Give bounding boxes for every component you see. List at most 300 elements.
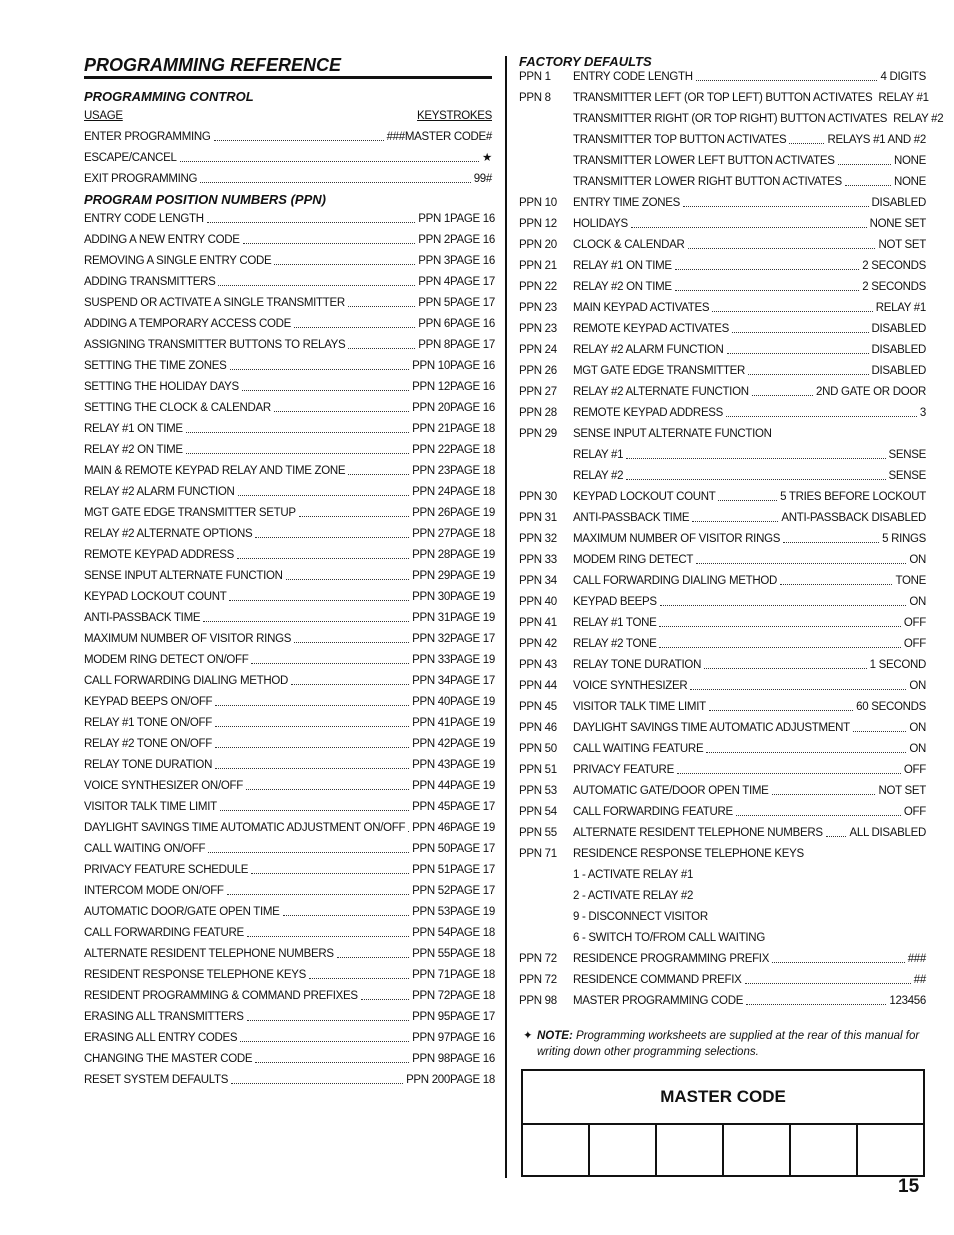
ppn-usage: MAIN & REMOTE KEYPAD RELAY AND TIME ZONE — [84, 465, 346, 477]
leader-dots — [748, 373, 868, 375]
factory-defaults-list — [519, 63, 944, 1008]
leader-dots — [337, 956, 409, 958]
ppn-usage: RELAY #2 ALTERNATE OPTIONS — [84, 528, 253, 540]
leader-dots — [203, 620, 409, 622]
ppn-row — [84, 898, 495, 919]
default-row — [519, 525, 926, 546]
control-keystrokes: ###MASTER CODE# — [386, 131, 492, 143]
ppn-page: PAGE 18 — [450, 927, 495, 939]
default-label: MAXIMUM NUMBER OF VISITOR RINGS — [573, 533, 781, 545]
ppn-number: PPN 51 — [412, 864, 450, 876]
ppn-page: PAGE 17 — [450, 675, 495, 687]
default-row — [519, 210, 926, 231]
default-ppn: PPN 8 — [519, 92, 551, 104]
master-code-cell — [590, 1125, 657, 1175]
ppn-row — [84, 1024, 495, 1045]
leader-dots — [677, 772, 901, 774]
programming-reference — [84, 52, 495, 1087]
ppn-usage: RELAY #1 TONE ON/OFF — [84, 717, 212, 729]
default-label: TRANSMITTER LOWER LEFT BUTTON ACTIVATES — [573, 155, 835, 167]
ppn-number: PPN 54 — [412, 927, 450, 939]
default-ppn: PPN 23 — [519, 302, 557, 314]
ppn-page: PAGE 17 — [450, 801, 495, 813]
default-ppn: PPN 53 — [519, 785, 557, 797]
ppn-row — [84, 436, 495, 457]
leader-dots — [237, 557, 409, 559]
leader-dots — [255, 536, 409, 538]
default-value: 2ND GATE OR DOOR — [816, 386, 926, 398]
default-label: MAIN KEYPAD ACTIVATES — [573, 302, 710, 314]
ppn-row — [84, 562, 495, 583]
leader-dots — [238, 494, 410, 496]
ppn-row — [84, 835, 495, 856]
leader-dots — [299, 515, 409, 517]
ppn-number: PPN 22 — [412, 444, 450, 456]
ppn-number: PPN 42 — [412, 738, 450, 750]
leader-dots — [772, 961, 905, 963]
note-text: Programming worksheets are supplied at the rear of this manual for writing down other programming selections. — [537, 1030, 920, 1058]
ppn-number: PPN 200 — [406, 1074, 450, 1086]
leader-dots — [690, 688, 906, 690]
default-value: ANTI-PASSBACK DISABLED — [781, 512, 926, 524]
default-value: NOT SET — [878, 785, 926, 797]
master-code-cell — [858, 1125, 923, 1175]
default-label: MGT GATE EDGE TRANSMITTER — [573, 365, 746, 377]
ppn-page: PAGE 16 — [450, 213, 495, 225]
ppn-page: PAGE 19 — [450, 570, 495, 582]
ppn-number: PPN 21 — [412, 423, 450, 435]
default-row — [519, 84, 929, 105]
ppn-number: PPN 45 — [412, 801, 450, 813]
leader-dots — [408, 830, 409, 832]
programming-control-list — [84, 123, 492, 186]
usage-header-label: USAGE — [84, 110, 123, 122]
default-label: KEYPAD BEEPS — [573, 596, 657, 608]
default-ppn: PPN 40 — [519, 596, 557, 608]
ppn-row — [84, 289, 495, 310]
default-row — [519, 462, 926, 483]
ppn-number: PPN 72 — [412, 990, 450, 1002]
ppn-number: PPN 5 — [418, 297, 450, 309]
default-label: PRIVACY FEATURE — [573, 764, 674, 776]
default-ppn: PPN 32 — [519, 533, 557, 545]
leader-dots — [215, 704, 409, 706]
ppn-usage: ERASING ALL TRANSMITTERS — [84, 1011, 244, 1023]
default-value: ON — [909, 554, 926, 566]
leader-dots — [207, 221, 416, 223]
default-ppn: PPN 27 — [519, 386, 557, 398]
ppn-usage: RELAY TONE DURATION — [84, 759, 213, 771]
leader-dots — [243, 242, 416, 244]
default-value: TONE — [895, 575, 926, 587]
default-ppn: PPN 20 — [519, 239, 557, 251]
ppn-row — [84, 352, 495, 373]
default-ppn: PPN 44 — [519, 680, 557, 692]
ppn-usage: RESIDENT RESPONSE TELEPHONE KEYS — [84, 969, 306, 981]
ppn-page: PAGE 17 — [450, 885, 495, 897]
default-label: RELAY #1 — [573, 449, 624, 461]
ppn-page: PAGE 16 — [450, 402, 495, 414]
ppn-page: PAGE 16 — [450, 360, 495, 372]
leader-dots — [853, 730, 906, 732]
leader-dots — [718, 499, 777, 501]
ppn-number: PPN 6 — [418, 318, 450, 330]
default-label: TRANSMITTER TOP BUTTON ACTIVATES — [573, 134, 787, 146]
ppn-row — [84, 541, 495, 562]
ppn-usage: SETTING THE TIME ZONES — [84, 360, 227, 372]
default-value: DISABLED — [871, 197, 926, 209]
ppn-row — [84, 247, 495, 268]
ppn-number: PPN 71 — [412, 969, 450, 981]
default-value: OFF — [903, 638, 926, 650]
usage-header — [84, 106, 492, 123]
programming-control-title: PROGRAMMING CONTROL — [84, 89, 254, 104]
default-label: 2 - ACTIVATE RELAY #2 — [573, 890, 694, 902]
leader-dots — [348, 473, 409, 475]
ppn-page: PAGE 19 — [450, 780, 495, 792]
default-label: MODEM RING DETECT — [573, 554, 694, 566]
default-row — [519, 630, 926, 651]
ppn-row — [84, 1045, 495, 1066]
default-row — [519, 651, 926, 672]
ppn-page: PAGE 19 — [450, 822, 495, 834]
ppn-page: PAGE 17 — [450, 864, 495, 876]
leader-dots — [696, 562, 906, 564]
ppn-number: PPN 31 — [412, 612, 450, 624]
default-label: KEYPAD LOCKOUT COUNT — [573, 491, 716, 503]
master-code-cell — [657, 1125, 724, 1175]
leader-dots — [251, 872, 409, 874]
leader-dots — [348, 305, 415, 307]
default-row — [519, 105, 944, 126]
ppn-row — [84, 373, 495, 394]
ppn-page: PAGE 16 — [450, 1032, 495, 1044]
leader-dots — [227, 893, 409, 895]
default-label: TRANSMITTER LEFT (OR TOP LEFT) BUTTON ACTIVATES — [573, 92, 873, 104]
ppn-usage: CALL FORWARDING FEATURE — [84, 927, 244, 939]
ppn-usage: RELAY #2 ALARM FUNCTION — [84, 486, 235, 498]
default-value: SENSE — [888, 449, 926, 461]
default-row — [519, 567, 926, 588]
leader-dots — [726, 415, 917, 417]
default-row — [519, 609, 926, 630]
ppn-usage: ASSIGNING TRANSMITTER BUTTONS TO RELAYS — [84, 339, 346, 351]
ppn-number: PPN 30 — [412, 591, 450, 603]
default-ppn: PPN 34 — [519, 575, 557, 587]
ppn-row — [84, 982, 495, 1003]
ppn-page: PAGE 16 — [450, 234, 495, 246]
default-label: RESIDENCE RESPONSE TELEPHONE KEYS — [573, 848, 804, 860]
ppn-row — [84, 625, 495, 646]
default-label: TRANSMITTER LOWER RIGHT BUTTON ACTIVATES — [573, 176, 842, 188]
default-ppn: PPN 55 — [519, 827, 557, 839]
ppn-usage: MAXIMUM NUMBER OF VISITOR RINGS — [84, 633, 292, 645]
ppn-number: PPN 33 — [412, 654, 450, 666]
ppn-usage: ENTRY CODE LENGTH — [84, 213, 204, 225]
default-row — [519, 777, 926, 798]
ppn-usage: REMOTE KEYPAD ADDRESS — [84, 549, 235, 561]
ppn-page: PAGE 17 — [450, 276, 495, 288]
default-value: 3 — [919, 407, 926, 419]
default-label: RELAY TONE DURATION — [573, 659, 702, 671]
default-label: RELAY #1 ON TIME — [573, 260, 672, 272]
ppn-row — [84, 772, 495, 793]
leader-dots — [704, 667, 867, 669]
ppn-row — [84, 583, 495, 604]
default-label: ENTRY CODE LENGTH — [573, 71, 693, 83]
default-row — [519, 714, 926, 735]
ppn-number: PPN 23 — [412, 465, 450, 477]
default-ppn: PPN 1 — [519, 71, 551, 83]
leader-dots — [220, 809, 409, 811]
default-label: RELAY #2 ON TIME — [573, 281, 672, 293]
leader-dots — [231, 1082, 403, 1084]
leader-dots — [626, 457, 885, 459]
ppn-page: PAGE 19 — [450, 549, 495, 561]
default-ppn: PPN 24 — [519, 344, 557, 356]
ppn-number: PPN 3 — [418, 255, 450, 267]
ppn-usage: INTERCOM MODE ON/OFF — [84, 885, 224, 897]
ppn-number: PPN 27 — [412, 528, 450, 540]
ppn-page: PAGE 19 — [450, 612, 495, 624]
leader-dots — [229, 599, 409, 601]
ppn-page: PAGE 18 — [450, 969, 495, 981]
ppn-number: PPN 24 — [412, 486, 450, 498]
leader-dots — [706, 751, 906, 753]
default-ppn: PPN 31 — [519, 512, 557, 524]
ppn-row — [84, 919, 495, 940]
leader-dots — [789, 142, 824, 144]
ppn-usage: ALTERNATE RESIDENT TELEPHONE NUMBERS — [84, 948, 334, 960]
default-ppn: PPN 41 — [519, 617, 557, 629]
ppn-page: PAGE 16 — [450, 1053, 495, 1065]
default-ppn: PPN 42 — [519, 638, 557, 650]
ppn-number: PPN 28 — [412, 549, 450, 561]
leader-dots — [286, 578, 409, 580]
default-value: ON — [909, 680, 926, 692]
master-code-cell — [523, 1125, 590, 1175]
ppn-page: PAGE 19 — [450, 654, 495, 666]
default-value: ON — [909, 596, 926, 608]
default-row — [519, 924, 926, 945]
ppn-number: PPN 97 — [412, 1032, 450, 1044]
default-value: OFF — [903, 806, 926, 818]
leader-dots — [688, 247, 876, 249]
ppn-row — [84, 667, 495, 688]
leader-dots — [692, 520, 778, 522]
ppn-page: PAGE 18 — [450, 423, 495, 435]
ppn-number: PPN 46 — [412, 822, 450, 834]
ppn-usage: RELAY #1 ON TIME — [84, 423, 183, 435]
default-value: ON — [909, 743, 926, 755]
ppn-number: PPN 53 — [412, 906, 450, 918]
ppn-number: PPN 34 — [412, 675, 450, 687]
ppn-section-title: PROGRAM POSITION NUMBERS (PPN) — [84, 192, 326, 207]
control-keystrokes: ★ — [481, 152, 492, 164]
ppn-row — [84, 709, 495, 730]
ppn-number: PPN 8 — [418, 339, 450, 351]
keystrokes-header-label: KEYSTROKES — [417, 110, 492, 122]
ppn-usage: ADDING TRANSMITTERS — [84, 276, 216, 288]
ppn-page: PAGE 19 — [450, 906, 495, 918]
leader-dots — [274, 410, 409, 412]
ppn-row — [84, 268, 495, 289]
default-row — [519, 399, 926, 420]
default-ppn: PPN 30 — [519, 491, 557, 503]
ppn-row — [84, 1003, 495, 1024]
leader-dots — [675, 268, 859, 270]
default-row — [519, 441, 926, 462]
default-label: 1 - ACTIVATE RELAY #1 — [573, 869, 694, 881]
default-value: ### — [907, 953, 926, 965]
factory-defaults — [519, 52, 944, 1008]
ppn-page: PAGE 17 — [450, 843, 495, 855]
default-row — [519, 756, 926, 777]
default-value: ## — [913, 974, 926, 986]
default-row — [519, 798, 926, 819]
ppn-usage: MODEM RING DETECT ON/OFF — [84, 654, 249, 666]
default-label: ALTERNATE RESIDENT TELEPHONE NUMBERS — [573, 827, 823, 839]
ppn-usage: AUTOMATIC DOOR/GATE OPEN TIME — [84, 906, 280, 918]
ppn-usage: VOICE SYNTHESIZER ON/OFF — [84, 780, 243, 792]
ppn-row — [84, 688, 495, 709]
ppn-usage: SENSE INPUT ALTERNATE FUNCTION — [84, 570, 283, 582]
default-ppn: PPN 22 — [519, 281, 557, 293]
leader-dots — [215, 767, 409, 769]
leader-dots — [255, 1061, 409, 1063]
leader-dots — [247, 1019, 410, 1021]
default-value: 2 SECONDS — [862, 260, 926, 272]
ppn-number: PPN 12 — [412, 381, 450, 393]
default-row — [519, 189, 926, 210]
ppn-row — [84, 604, 495, 625]
default-row — [519, 903, 926, 924]
leader-dots — [745, 982, 911, 984]
default-ppn: PPN 10 — [519, 197, 557, 209]
leader-dots — [215, 725, 409, 727]
default-label: VOICE SYNTHESIZER — [573, 680, 688, 692]
leader-dots — [294, 326, 415, 328]
default-row — [519, 546, 926, 567]
ppn-usage: RESET SYSTEM DEFAULTS — [84, 1074, 229, 1086]
leader-dots — [186, 431, 409, 433]
default-label: RELAY #2 ALTERNATE FUNCTION — [573, 386, 749, 398]
default-ppn: PPN 72 — [519, 953, 557, 965]
default-label: HOLIDAYS — [573, 218, 628, 230]
ppn-number: PPN 29 — [412, 570, 450, 582]
default-label: RESIDENCE COMMAND PREFIX — [573, 974, 742, 986]
ppn-number: PPN 2 — [418, 234, 450, 246]
ppn-usage: ADDING A TEMPORARY ACCESS CODE — [84, 318, 292, 330]
default-row — [519, 315, 926, 336]
ppn-list — [84, 205, 495, 1087]
ppn-row — [84, 856, 495, 877]
ppn-page: PAGE 19 — [450, 696, 495, 708]
ppn-usage: RELAY #2 ON TIME — [84, 444, 183, 456]
control-keystrokes: 99# — [473, 173, 492, 185]
default-value: RELAY #1 — [875, 302, 926, 314]
ppn-row — [84, 940, 495, 961]
default-value: RELAYS #1 AND #2 — [827, 134, 926, 146]
default-ppn: PPN 51 — [519, 764, 557, 776]
leader-dots — [736, 814, 901, 816]
default-label: TRANSMITTER RIGHT (OR TOP RIGHT) BUTTON ACTIVATES — [573, 113, 888, 125]
note-star-icon: ✦ — [523, 1030, 533, 1042]
ppn-page: PAGE 17 — [450, 633, 495, 645]
default-value: 60 SECONDS — [856, 701, 926, 713]
default-value: DISABLED — [871, 344, 926, 356]
default-row — [519, 693, 926, 714]
ppn-usage: REMOVING A SINGLE ENTRY CODE — [84, 255, 272, 267]
default-label: 9 - DISCONNECT VISITOR — [573, 911, 708, 923]
leader-dots — [727, 352, 869, 354]
default-value: 2 SECONDS — [862, 281, 926, 293]
ppn-number: PPN 1 — [418, 213, 450, 225]
default-row — [519, 420, 926, 441]
leader-dots — [218, 284, 415, 286]
ppn-usage: PRIVACY FEATURE SCHEDULE — [84, 864, 249, 876]
leader-dots — [746, 1003, 886, 1005]
default-value: 1 SECOND — [869, 659, 926, 671]
ppn-row — [84, 814, 495, 835]
ppn-page: PAGE 18 — [450, 990, 495, 1002]
leader-dots — [200, 181, 471, 183]
ppn-page: PAGE 16 — [450, 255, 495, 267]
ppn-usage: CHANGING THE MASTER CODE — [84, 1053, 253, 1065]
default-label: AUTOMATIC GATE/DOOR OPEN TIME — [573, 785, 769, 797]
ppn-row — [84, 520, 495, 541]
master-code-title: MASTER CODE — [523, 1071, 923, 1125]
leader-dots — [246, 788, 409, 790]
leader-dots — [826, 835, 847, 837]
ppn-number: PPN 26 — [412, 507, 450, 519]
default-row — [519, 147, 926, 168]
default-ppn: PPN 12 — [519, 218, 557, 230]
ppn-row — [84, 793, 495, 814]
default-label: RELAY #2 ALARM FUNCTION — [573, 344, 724, 356]
control-row — [84, 144, 492, 165]
default-value: RELAY #2 — [893, 113, 944, 125]
default-value: NOT SET — [878, 239, 926, 251]
ppn-usage: MGT GATE EDGE TRANSMITTER SETUP — [84, 507, 296, 519]
control-usage: EXIT PROGRAMMING — [84, 173, 198, 185]
ppn-row — [84, 394, 495, 415]
leader-dots — [752, 394, 813, 396]
default-label: CALL FORWARDING FEATURE — [573, 806, 733, 818]
leader-dots — [309, 977, 409, 979]
ppn-number: PPN 55 — [412, 948, 450, 960]
ppn-row — [84, 1066, 495, 1087]
ppn-page: PAGE 17 — [450, 297, 495, 309]
control-row — [84, 165, 492, 186]
leader-dots — [242, 389, 409, 391]
leader-dots — [659, 625, 900, 627]
default-row — [519, 483, 926, 504]
ppn-page: PAGE 18 — [450, 1074, 495, 1086]
default-row — [519, 840, 926, 861]
control-usage: ESCAPE/CANCEL — [84, 152, 177, 164]
default-ppn: PPN 43 — [519, 659, 557, 671]
ppn-row — [84, 646, 495, 667]
ppn-usage: VISITOR TALK TIME LIMIT — [84, 801, 217, 813]
ppn-row — [84, 226, 495, 247]
leader-dots — [696, 79, 878, 81]
ppn-usage: SETTING THE CLOCK & CALENDAR — [84, 402, 271, 414]
default-ppn: PPN 29 — [519, 428, 557, 440]
ppn-number: PPN 32 — [412, 633, 450, 645]
default-ppn: PPN 21 — [519, 260, 557, 272]
ppn-number: PPN 40 — [412, 696, 450, 708]
